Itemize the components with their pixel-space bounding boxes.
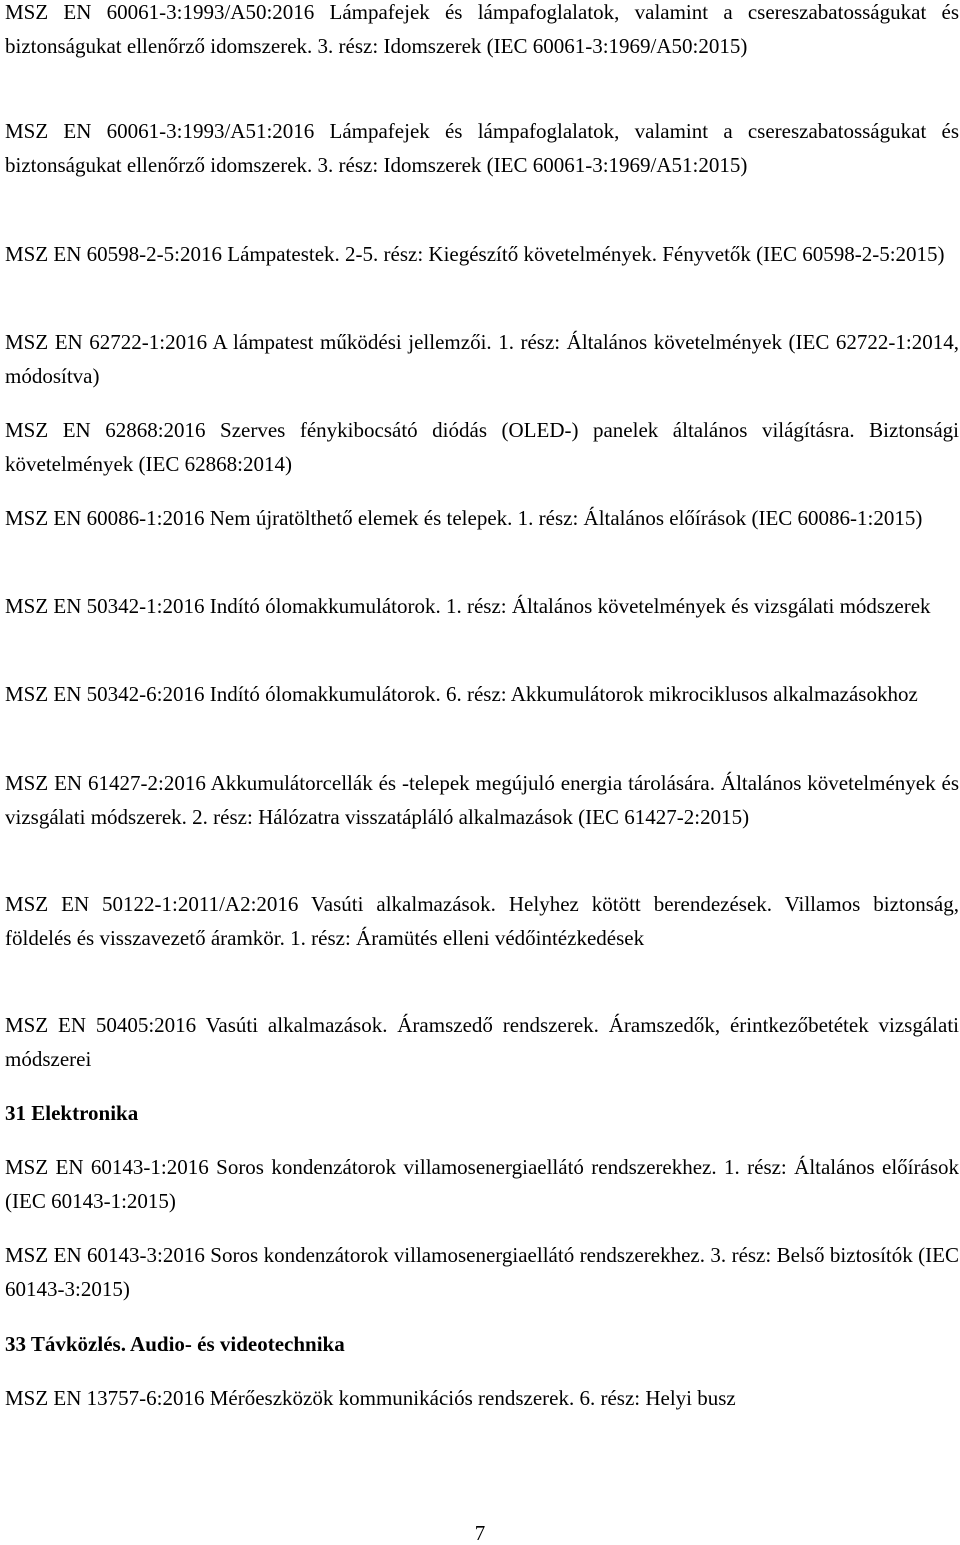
standard-entry: MSZ EN 60598-2-5:2016 Lámpatestek. 2-5. rész: Kiegészítő követelmények. Fényvetők (IEC 60598-2-5:2015) [5, 242, 945, 266]
standard-entry: MSZ EN 60061-3:1993/A50:2016 Lámpafejek és lámpafoglalatok, valamint a csereszabatosságukat és biztonságukat ellenőrző idomszerek. 3. rész: Idomszerek (IEC 60061-3:1969/A50:2015) [5, 0, 959, 58]
standard-entry: MSZ EN 50342-1:2016 Indító ólomakkumulátorok. 1. rész: Általános követelmények és vizsgálati módszerek [5, 594, 931, 618]
standard-entry: MSZ EN 60086-1:2016 Nem újratölthető elemek és telepek. 1. rész: Általános előírások (IEC 60086-1:2015) [5, 506, 923, 530]
standard-entry: MSZ EN 60061-3:1993/A51:2016 Lámpafejek és lámpafoglalatok, valamint a csereszabatosságukat és biztonságukat ellenőrző idomszerek. 3. rész: Idomszerek (IEC 60061-3:1969/A51:2015) [5, 119, 959, 177]
page-number: 7 [474, 1521, 486, 1545]
standard-entry: MSZ EN 61427-2:2016 Akkumulátorcellák és -telepek megújuló energia tárolására. Általános követelmények és vizsgálati módszerek. 2. rész: Hálózatra visszatápláló alkalmazások (IEC 61427-2:2015) [5, 771, 959, 829]
section-heading-33: 33 Távközlés. Audio- és videotechnika [5, 1332, 345, 1356]
standard-entry: MSZ EN 50405:2016 Vasúti alkalmazások. Áramszedő rendszerek. Áramszedők, érintkezőbetétek vizsgálati módszerei [5, 1013, 959, 1071]
standard-entry: MSZ EN 60143-3:2016 Soros kondenzátorok villamosenergiaellátó rendszerekhez. 3. rész: Belső biztosítók (IEC 60143-3:2015) [5, 1243, 959, 1301]
standard-entry: MSZ EN 50122-1:2011/A2:2016 Vasúti alkalmazások. Helyhez kötött berendezések. Villamos biztonság, földelés és visszavezető áramkör. 1. rész: Áramütés elleni védőintézkedések [5, 892, 959, 950]
standard-entry: MSZ EN 60143-1:2016 Soros kondenzátorok villamosenergiaellátó rendszerekhez. 1. rész: Általános előírások (IEC 60143-1:2015) [5, 1155, 959, 1213]
standard-entry: MSZ EN 13757-6:2016 Mérőeszközök kommunikációs rendszerek. 6. rész: Helyi busz [5, 1386, 736, 1410]
standard-entry: MSZ EN 62722-1:2016 A lámpatest működési jellemzői. 1. rész: Általános követelmények (IEC 62722-1:2014, módosítva) [5, 330, 959, 388]
section-heading-31: 31 Elektronika [5, 1101, 139, 1125]
standard-entry: MSZ EN 50342-6:2016 Indító ólomakkumulátorok. 6. rész: Akkumulátorok mikrociklusos alkalmazásokhoz [5, 682, 918, 706]
standard-entry: MSZ EN 62868:2016 Szerves fénykibocsátó diódás (OLED-) panelek általános világításra. Biztonsági követelmények (IEC 62868:2014) [5, 418, 959, 476]
